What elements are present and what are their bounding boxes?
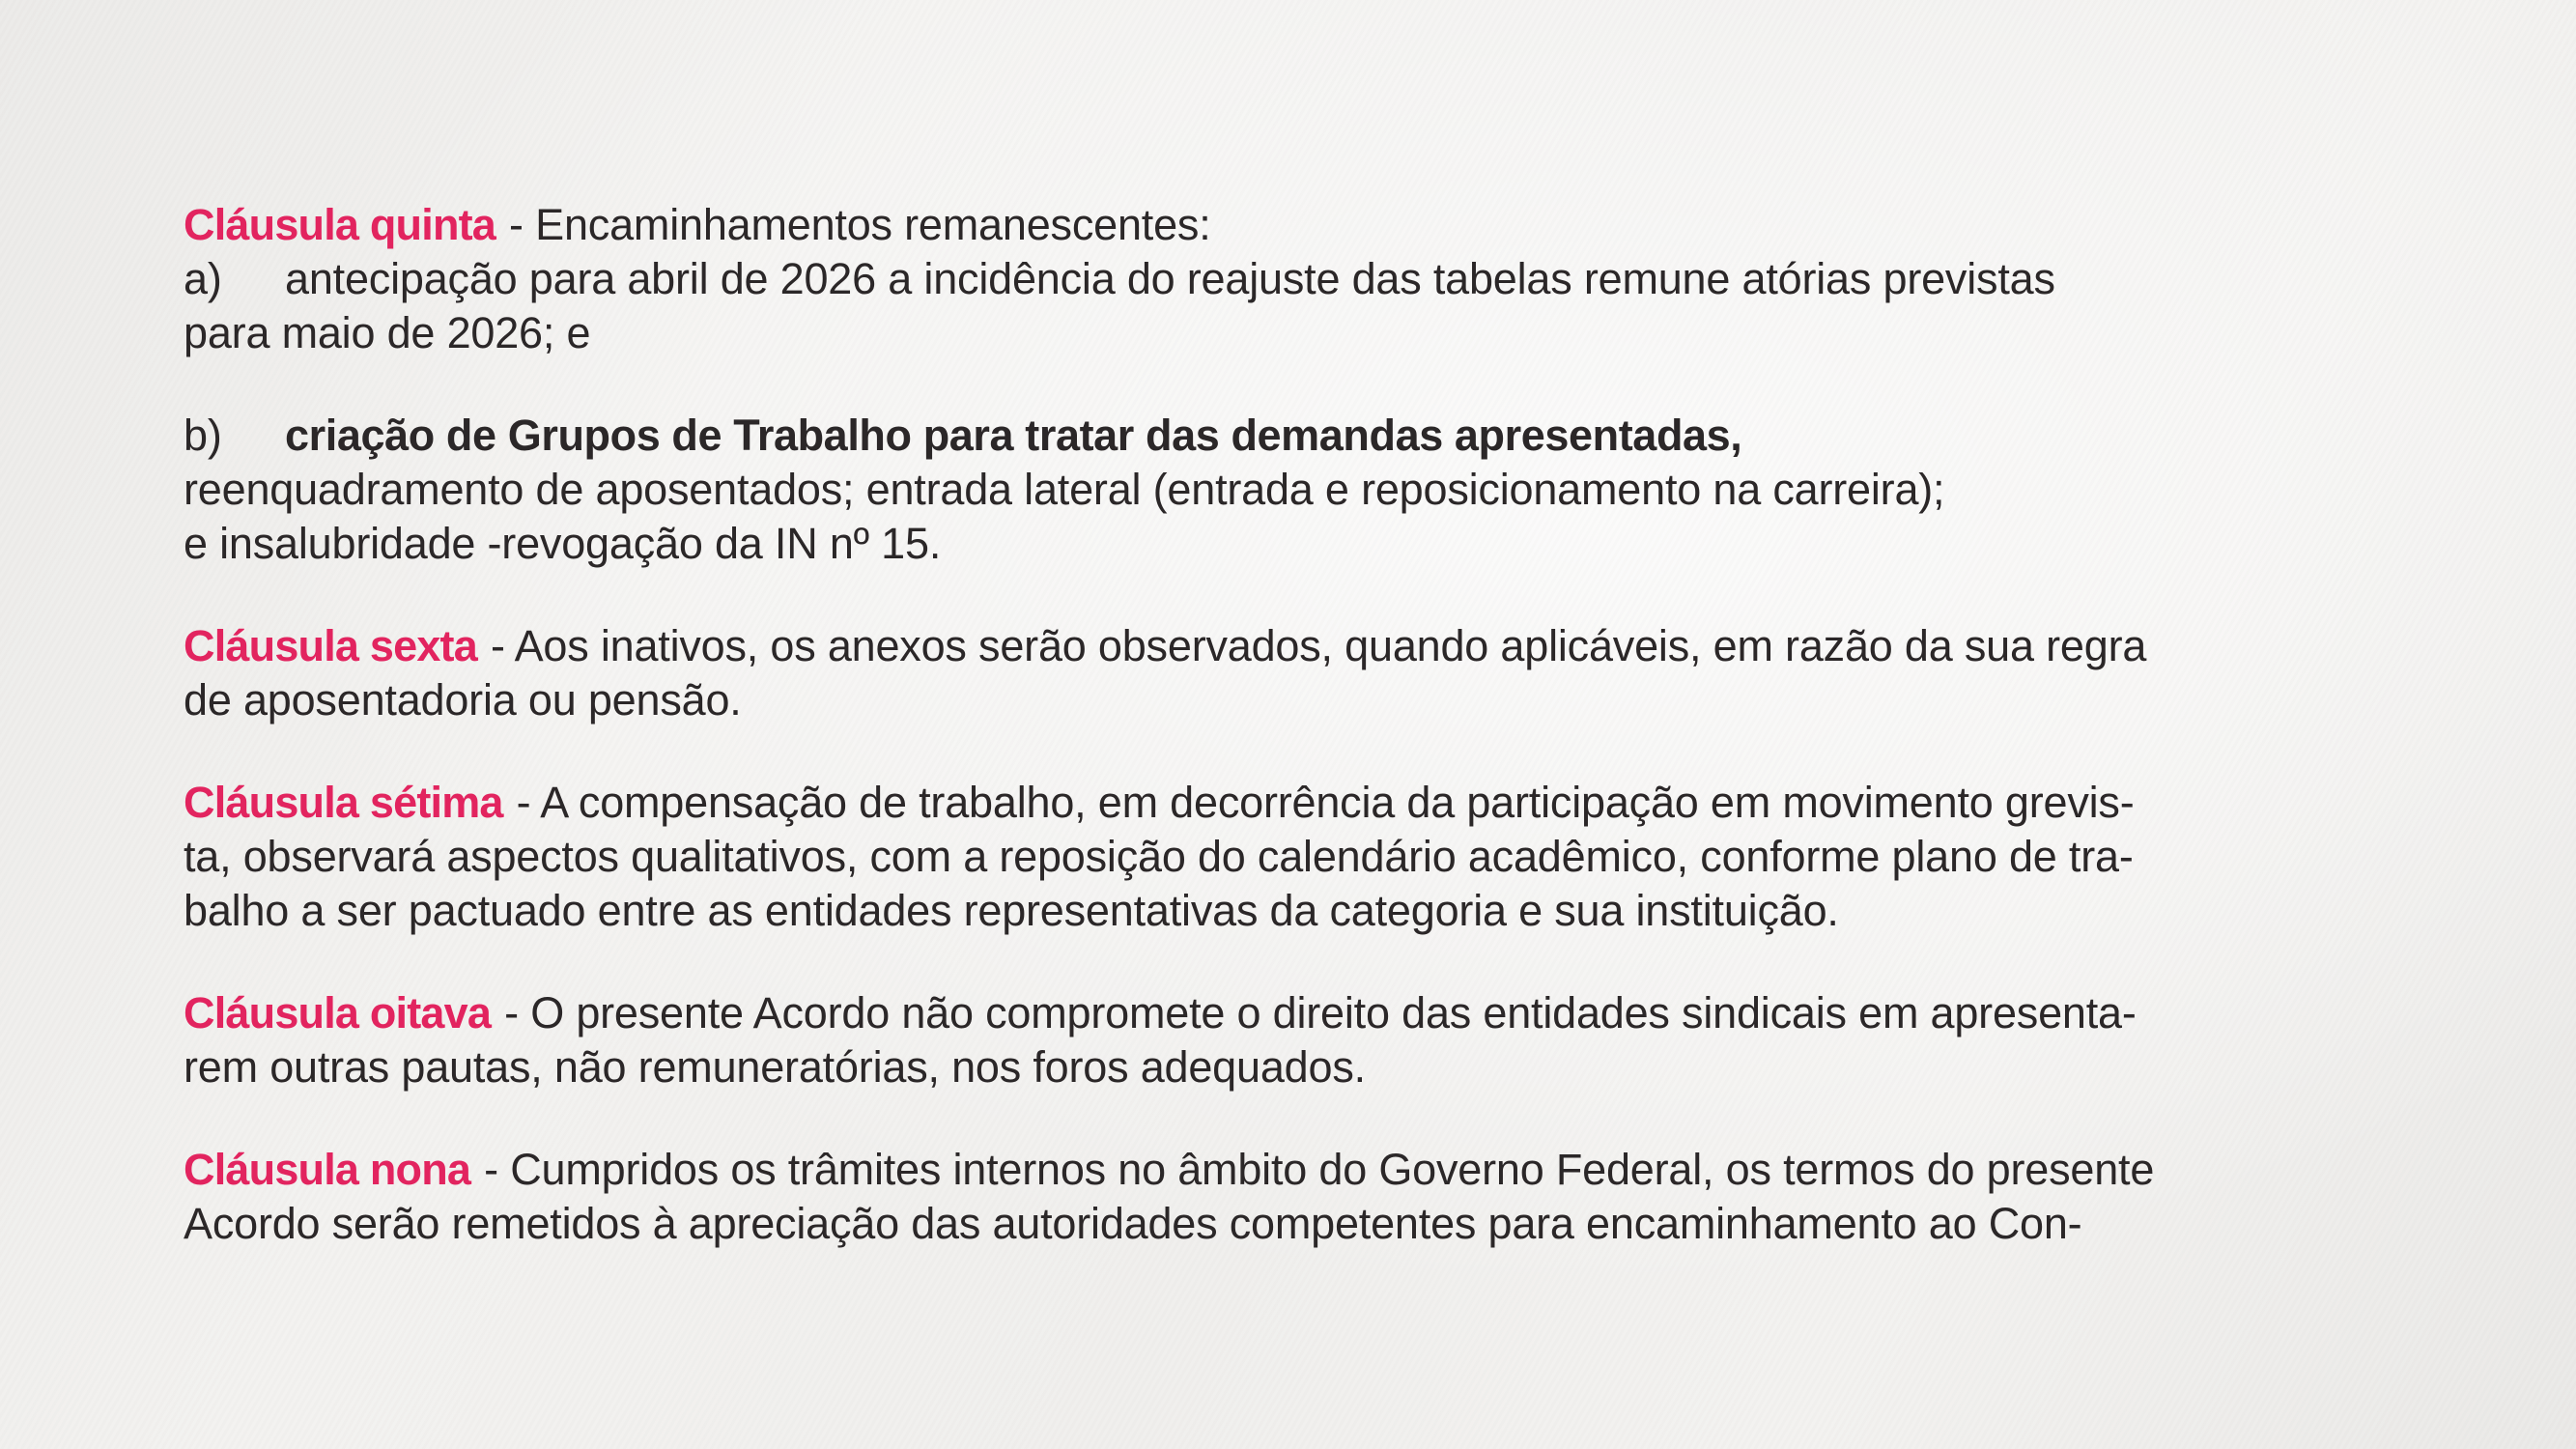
clause-sexta-line-1 [184, 619, 2489, 673]
clause-nona [184, 1143, 2489, 1251]
clause-sexta-line-2: de aposentadoria ou pensão. [184, 675, 742, 724]
clause-quinta-intro: - Encaminhamentos remanescentes: [509, 200, 1211, 249]
item-b-line-3: e insalubridade -revogação da IN nº 15. [184, 519, 942, 568]
clause-oitava-line-2: rem outras pautas, não remuneratórias, nos foros adequados. [184, 1042, 1366, 1092]
clause-quinta [184, 198, 2489, 360]
clause-setima-text: - A compensação de trabalho, em decorrência da participação em movimento grevis- [516, 778, 2135, 827]
clause-nona-line-1 [184, 1143, 2489, 1197]
clause-setima-line-2: ta, observará aspectos qualitativos, com a reposição do calendário acadêmico, conforme plano de tra- [184, 832, 2134, 881]
item-a-text: antecipação para abril de 2026 a incidência do reajuste das tabelas remune atórias previstas [285, 254, 2055, 303]
clause-quinta-line-3: para maio de 2026; e [184, 308, 591, 357]
clause-setima-line-1 [184, 776, 2489, 830]
clause-setima [184, 776, 2489, 938]
clause-nona-text: - Cumpridos os trâmites internos no âmbito do Governo Federal, os termos do presente [484, 1145, 2155, 1194]
clause-quinta-label: Cláusula quinta [184, 200, 496, 249]
clause-oitava-label: Cláusula oitava [184, 988, 492, 1037]
clause-setima-label: Cláusula sétima [184, 778, 503, 827]
clause-quinta-item-a [184, 252, 2489, 306]
clause-quinta-item-b [184, 409, 2489, 571]
item-b-line-2: reenquadramento de aposentados; entrada lateral (entrada e reposicionamento na carreira); [184, 465, 1945, 514]
item-b-bold-text: criação de Grupos de Trabalho para tratar das demandas apresentadas, [285, 411, 1742, 460]
document-body [184, 198, 2489, 1299]
clause-sexta [184, 619, 2489, 727]
clause-nona-line-2: Acordo serão remetidos à apreciação das autoridades competentes para encaminhamento ao Con- [184, 1199, 2082, 1248]
list-marker-a: a) [184, 254, 222, 303]
list-marker-b: b) [184, 411, 222, 460]
clause-sexta-label: Cláusula sexta [184, 621, 477, 670]
clause-setima-line-3: balho a ser pactuado entre as entidades representativas da categoria e sua instituição. [184, 886, 1839, 935]
clause-oitava-line-1 [184, 986, 2489, 1040]
item-b-line-1 [184, 409, 2489, 463]
clause-oitava [184, 986, 2489, 1094]
clause-sexta-text: - Aos inativos, os anexos serão observados, quando aplicáveis, em razão da sua regra [490, 621, 2147, 670]
clause-quinta-line-1 [184, 198, 2489, 252]
clause-oitava-text: - O presente Acordo não compromete o direito das entidades sindicais em apresenta- [504, 988, 2137, 1037]
clause-nona-label: Cláusula nona [184, 1145, 471, 1194]
